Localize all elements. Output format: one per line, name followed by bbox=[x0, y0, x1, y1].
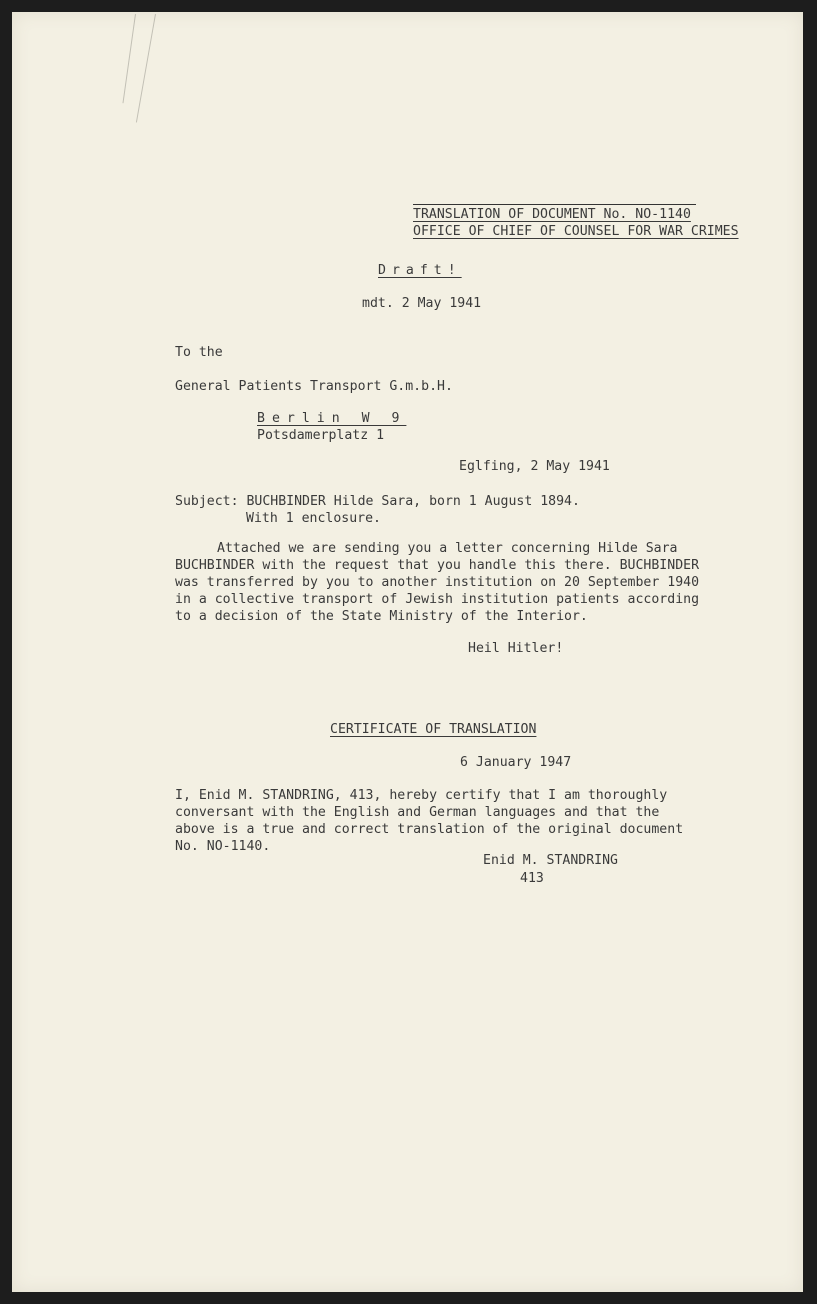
document-page bbox=[12, 12, 803, 1292]
subject-line: Subject: BUCHBINDER Hilde Sara, born 1 August 1894. bbox=[175, 494, 580, 509]
address-organization: General Patients Transport G.m.b.H. bbox=[175, 379, 453, 394]
certificate-signature: Enid M. STANDRING bbox=[483, 853, 618, 868]
address-city: Berlin W 9 bbox=[257, 411, 407, 426]
draft-label: Draft! bbox=[378, 263, 462, 278]
body-line: in a collective transport of Jewish institution patients according bbox=[175, 592, 700, 607]
certificate-line: No. NO-1140. bbox=[175, 839, 271, 854]
body-line: BUCHBINDER with the request that you handle this there. BUCHBINDER bbox=[175, 558, 700, 573]
certificate-line: above is a true and correct translation of the original document bbox=[175, 822, 684, 837]
place-date: Eglfing, 2 May 1941 bbox=[459, 459, 610, 474]
certificate-date: 6 January 1947 bbox=[460, 755, 572, 770]
header-office: OFFICE OF CHIEF OF COUNSEL FOR WAR CRIMES bbox=[413, 224, 739, 239]
body-line: Attached we are sending you a letter concerning Hilde Sara bbox=[217, 541, 678, 556]
subject-enclosure: With 1 enclosure. bbox=[246, 511, 381, 526]
closing-salutation: Heil Hitler! bbox=[468, 641, 564, 656]
address-street: Potsdamerplatz 1 bbox=[257, 428, 385, 443]
certificate-number: 413 bbox=[520, 871, 544, 886]
certificate-line: I, Enid M. STANDRING, 413, hereby certify that I am thoroughly bbox=[175, 788, 668, 803]
header-document-number: TRANSLATION OF DOCUMENT No. NO-1140 bbox=[413, 207, 691, 222]
paper-scratch-mark bbox=[122, 14, 136, 103]
body-line: to a decision of the State Ministry of the Interior. bbox=[175, 609, 588, 624]
certificate-title: CERTIFICATE OF TRANSLATION bbox=[330, 722, 537, 737]
draft-date: mdt. 2 May 1941 bbox=[362, 296, 482, 311]
address-to: To the bbox=[175, 345, 223, 360]
paper-scratch-mark bbox=[136, 14, 156, 123]
certificate-line: conversant with the English and German languages and that the bbox=[175, 805, 660, 820]
header-top-rule bbox=[413, 204, 696, 205]
body-line: was transferred by you to another institution on 20 September 1940 bbox=[175, 575, 700, 590]
